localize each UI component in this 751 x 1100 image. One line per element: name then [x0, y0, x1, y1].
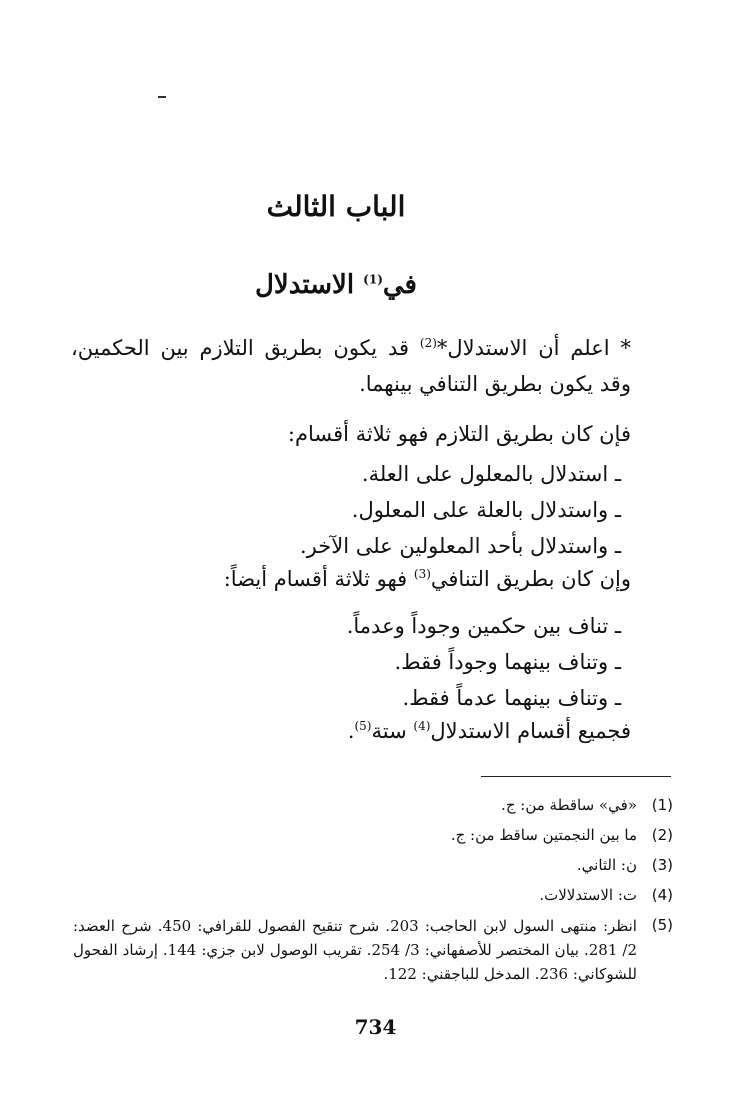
tanafi-intro — [224, 563, 631, 595]
intro-paragraph — [71, 330, 631, 402]
talazum-item: ـ استدلال بالمعلول على العلة. — [361, 462, 621, 486]
total-text-c: . — [347, 719, 355, 743]
talazum-item: ـ واستدلال بالعلة على المعلول. — [351, 498, 621, 522]
tanafi-item: ـ تناف بين حكمين وجوداً وعدماً. — [346, 614, 621, 638]
section-title-prefix: في — [382, 270, 417, 300]
page-number: 734 — [354, 1015, 397, 1039]
footnotes — [73, 790, 673, 986]
footnote-item — [73, 820, 673, 850]
footnote-number: (2) — [651, 826, 673, 844]
footnote-number: (5) — [651, 916, 673, 934]
footnote-item — [73, 790, 673, 820]
footnote-ref-4: (4) — [413, 719, 431, 733]
footnote-ref-2: (2) — [419, 336, 437, 350]
intro-text-1: اعلم أن الاستدلال — [447, 336, 610, 360]
footnote-text: انظر: منتهى السول لابن الحاجب: 203. شرح تنقيح الفصول للقرافي: 450. شرح العضد: 2/ 281. بيان المختصر للأصفهاني: 3/ 254. تقريب الوصول لابن جزي: 144. إرشاد الفحول للشوكاني: 236. المدخل للباجقني: 122. — [73, 917, 637, 983]
intro-star-2: * — [436, 336, 448, 360]
footnote-divider — [481, 776, 671, 777]
intro-text-2: قد يكون بطريق التلازم بين الحكمين، وقد يكون بطريق التنافي بينهما. — [71, 336, 631, 396]
tanafi-item: ـ وتناف بينهما وجوداً فقط. — [394, 650, 621, 674]
footnote-ref-3: (3) — [413, 567, 431, 581]
footnote-text: ت: الاستدلالات. — [539, 886, 637, 904]
section-title-main: الاستدلال — [255, 270, 355, 300]
footnote-number: (3) — [651, 856, 673, 874]
footnote-text: ما بين النجمتين ساقط من: ج. — [450, 826, 637, 844]
footnote-number: (1) — [651, 796, 673, 814]
footnote-ref-1: (1) — [363, 272, 383, 287]
tanafi-intro-a: وإن كان بطريق التنافي — [430, 567, 631, 591]
talazum-intro: فإن كان بطريق التلازم فهو ثلاثة أقسام: — [287, 422, 631, 446]
total-text-a: فجميع أقسام الاستدلال — [430, 719, 631, 743]
footnote-text: «في» ساقطة من: ج. — [501, 796, 637, 814]
tanafi-intro-b: فهو ثلاثة أقسام أيضاً: — [223, 567, 408, 591]
footnote-number: (4) — [651, 886, 673, 904]
section-title — [221, 270, 451, 300]
intro-star: * — [620, 336, 631, 360]
footnote-ref-5: (5) — [354, 719, 372, 733]
talazum-item: ـ واستدلال بأحد المعلولين على الآخر. — [299, 534, 621, 558]
chapter-title: الباب الثالث — [266, 190, 406, 223]
stray-mark — [158, 96, 166, 98]
footnote-item — [73, 850, 673, 880]
total-text-b: ستة — [371, 719, 407, 743]
tanafi-item: ـ وتناف بينهما عدماً فقط. — [402, 686, 621, 710]
footnote-text: ن: الثاني. — [576, 856, 637, 874]
footnote-item — [73, 910, 673, 986]
footnote-item — [73, 880, 673, 910]
total-line — [348, 715, 631, 747]
